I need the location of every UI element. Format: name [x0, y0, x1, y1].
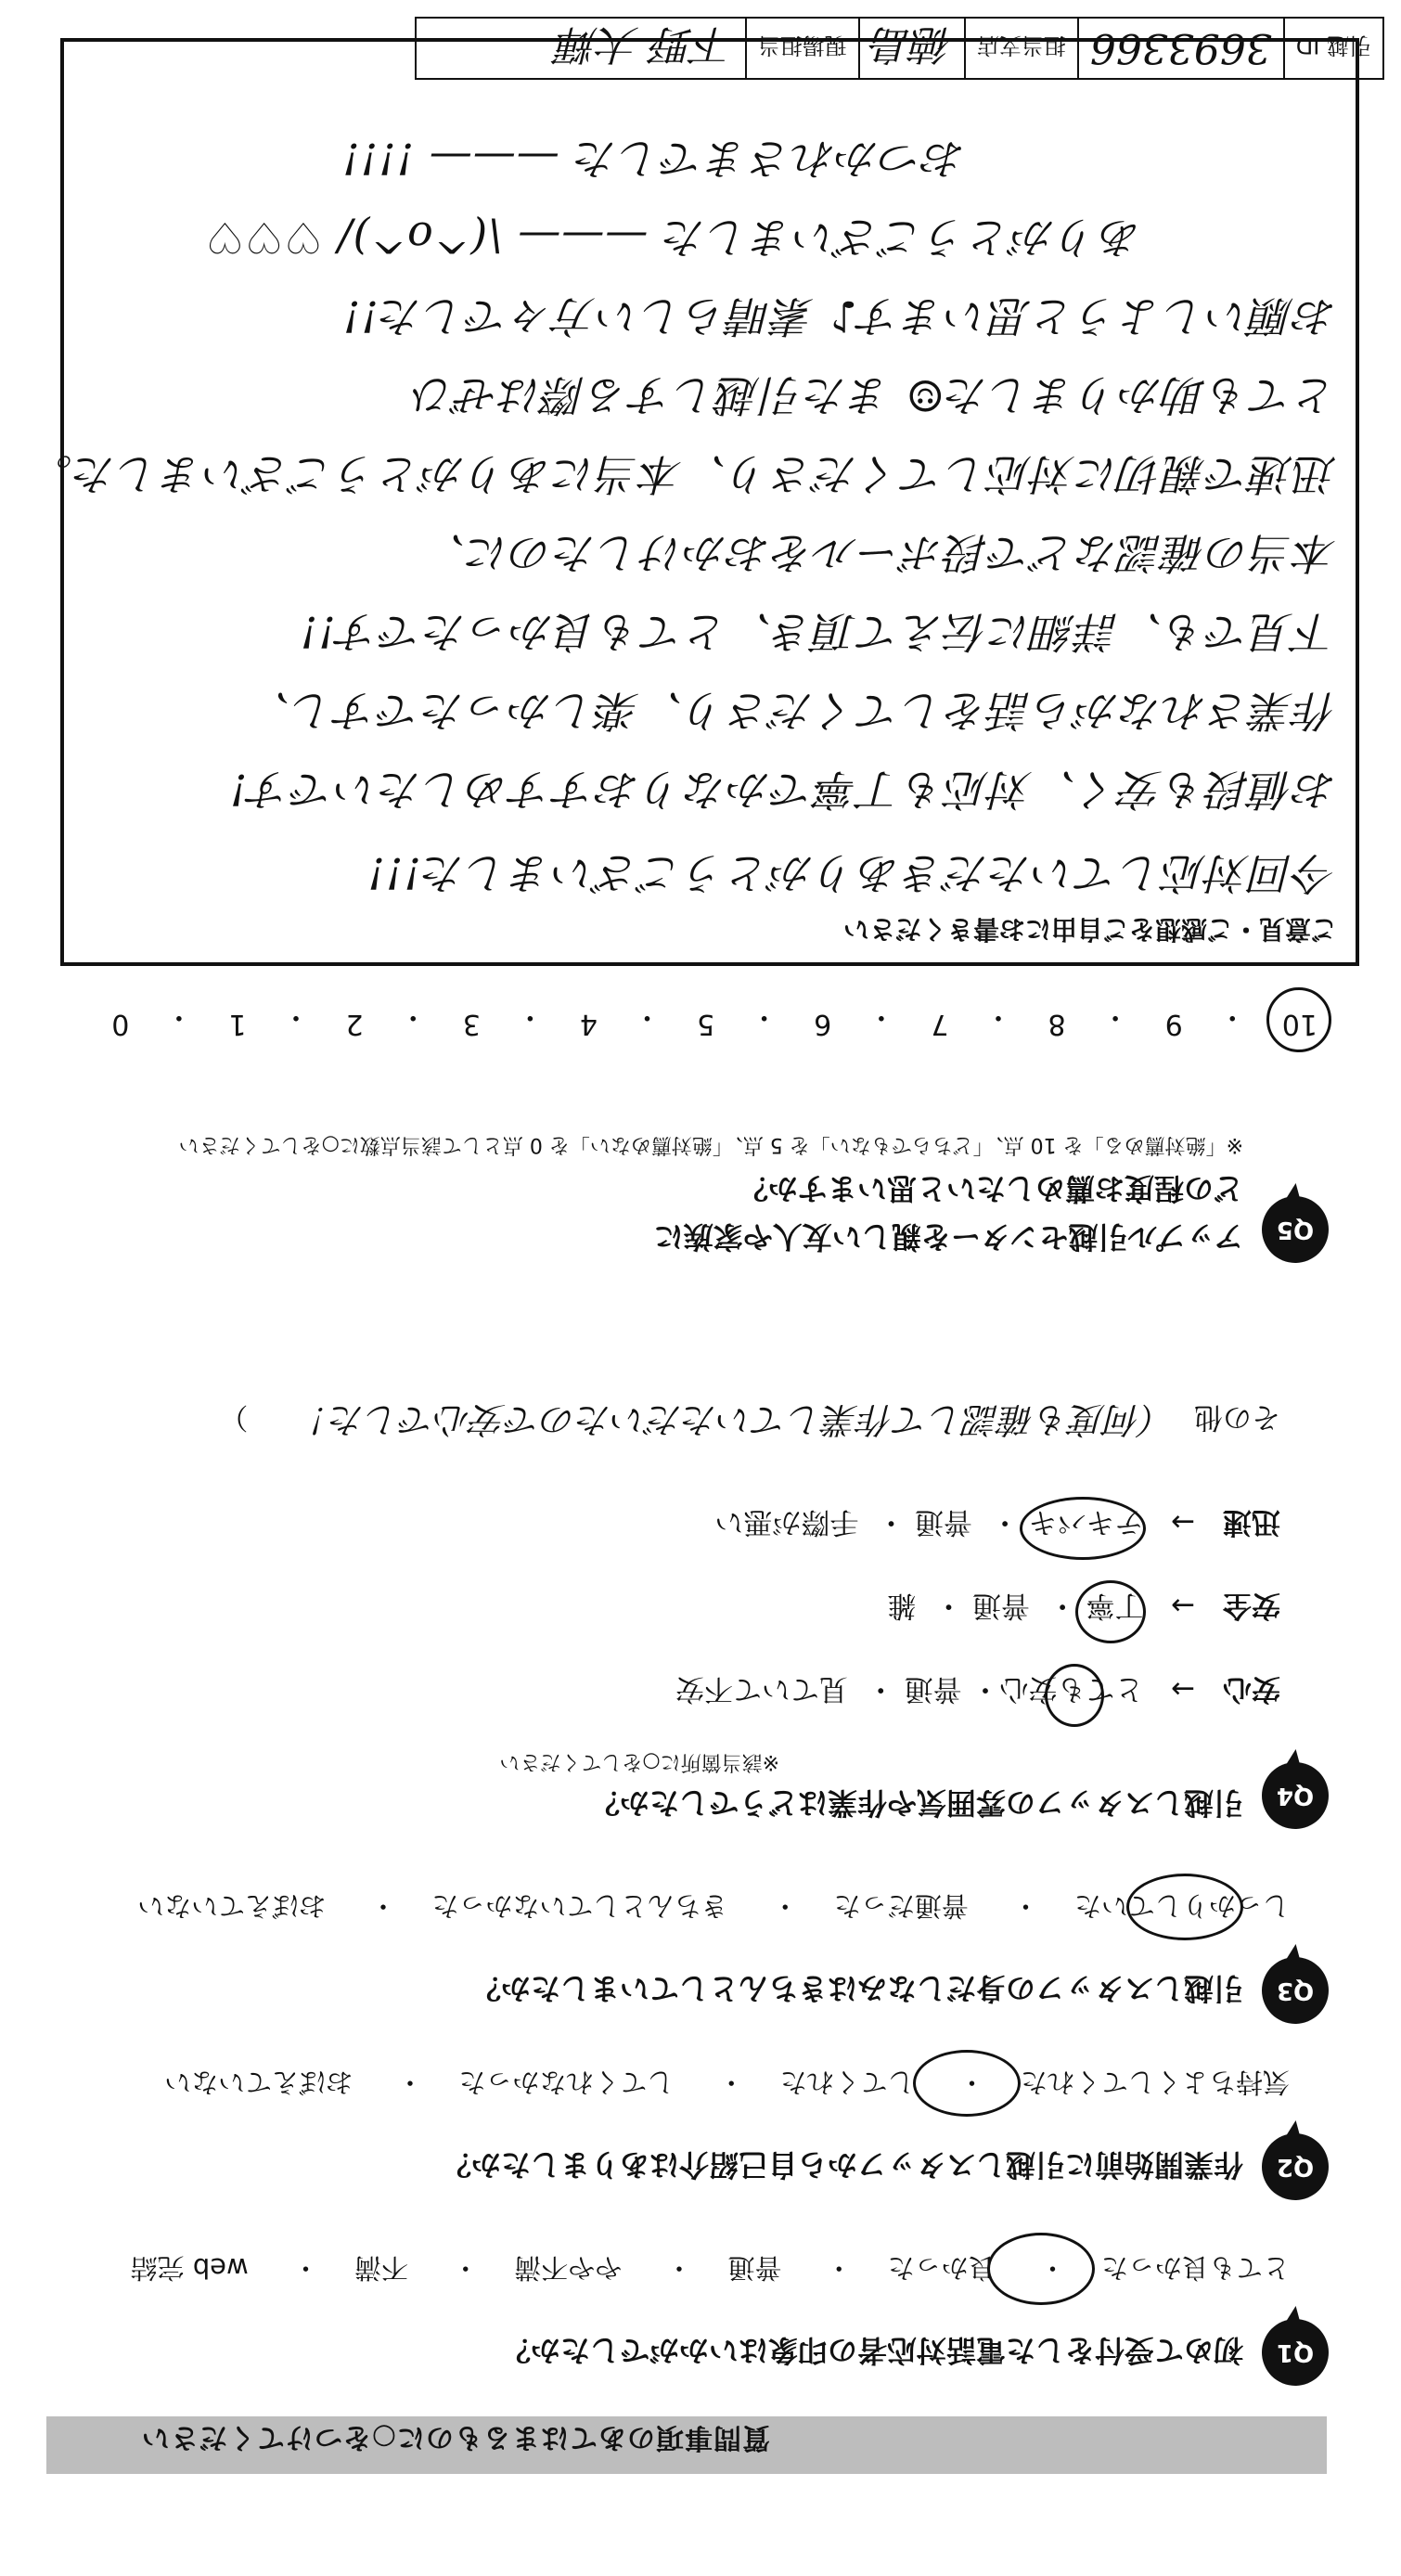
staff-value: 下野 大輝	[416, 18, 746, 79]
comment-line: 迅速で親切に対応してくださり、本当にありがとうございました。	[29, 449, 1337, 499]
q4-text: 引越しスタッフの雰囲気や作業はどうでしたか？	[589, 1785, 1243, 1821]
q4-jinsoku-option[interactable]: 手際が悪い	[714, 1505, 859, 1539]
q5-note: ※「絶対薦める」を 10 点、「どちらでもない」を 5 点、「絶対薦めない」を 0 点として該当点数に○をしてください	[178, 1133, 1243, 1156]
q4-anzen-option[interactable]: 普通	[971, 1589, 1030, 1622]
q1-option[interactable]: とても良かった	[1100, 2252, 1290, 2284]
q3-option[interactable]: おぼえていない	[137, 1890, 327, 1922]
q5-score[interactable]: 0	[111, 1008, 130, 1040]
comment-line: ありがとうございました ——— \(^o^)/ ♡♡♡	[204, 213, 1142, 263]
q5-score[interactable]: 7	[931, 1008, 949, 1040]
comment-line: 作業されながら話をしてくださり、楽しかったですし、	[247, 686, 1337, 736]
q4-other-text[interactable]: （何度も確認して作業していただいたので安心でした！	[294, 1399, 1176, 1440]
q5-score[interactable]: 8	[1048, 1008, 1066, 1040]
q4-anzen-option-selected[interactable]: 丁寧	[1086, 1589, 1144, 1622]
comment-line: お値段も安く、対応も丁寧でかなりおすすめしたいです!	[228, 765, 1337, 815]
q1-options: とても良かった・ 良かった・ 普通・ やや不満・ 不満・ web 完結	[130, 2252, 1290, 2284]
q5-score[interactable]: 9	[1164, 1008, 1183, 1040]
q5-scale: 10 ・ 9 ・ 8 ・ 7 ・ 6 ・ 5 ・ 4 ・ 3 ・ 2 ・ 1 ・ 0	[111, 1000, 1317, 1040]
q5-selection-circle	[1266, 987, 1331, 1052]
staff-label: 現場担当	[746, 18, 859, 79]
q2-text: 作業開始前に引越しスタッフから自己紹介はありましたか？	[441, 2147, 1243, 2183]
q2-option[interactable]: してくれなかった	[458, 2067, 675, 2098]
comment-line: おつかれさまでした ——— !!!!	[341, 134, 966, 184]
q5-score[interactable]: 1	[228, 1008, 247, 1040]
q4-badge: Q4	[1262, 1762, 1329, 1829]
q4-row-jinsoku: 迅速→ テキパキ ・ 普通 ・ 手際が悪い	[714, 1505, 1280, 1539]
comment-line: 下見でも、詳細に伝えて頂き、とても良かったです!!	[299, 607, 1337, 657]
form-header	[0, 20, 1401, 80]
q5-score[interactable]: 10	[1281, 1008, 1317, 1040]
q4-anshin-option[interactable]: 普通	[904, 1672, 962, 1706]
q2-option[interactable]: おぼえていない	[164, 2067, 353, 2098]
comment-line: 本当の確認などで段ボールをおかけしたのに、	[421, 528, 1337, 578]
instruction-band	[46, 2416, 1327, 2474]
comment-line: 今回対応していただきありがとうございました!!!	[366, 848, 1337, 898]
id-value: 3693366	[1078, 18, 1284, 79]
q4-other: その他 （何度も確認して作業していただいたので安心でした！ ）	[219, 1399, 1280, 1440]
id-label: 引越 ID	[1284, 18, 1383, 79]
q3-text: 引越しスタッフの身だしなみはきちんとしていましたか？	[470, 1971, 1243, 2006]
q3-options: しっかりしていた・ 普通だった・ きちんとしていなかった・ おぼえていない	[137, 1890, 1290, 1922]
q4-anshin-option[interactable]: とても安心	[999, 1672, 1144, 1706]
q1-option[interactable]: web 完結	[130, 2252, 249, 2284]
q5-badge: Q5	[1262, 1196, 1329, 1263]
q1-option[interactable]: 普通	[727, 2252, 782, 2284]
q4-jinsoku-circle	[1020, 1497, 1146, 1560]
q5-text-line2: どの程度お薦めしたいと思いますか？	[738, 1171, 1243, 1206]
q4-row-anzen: 安全→ 丁寧 ・ 普通 ・ 雑	[887, 1589, 1280, 1622]
q5-score[interactable]: 6	[814, 1008, 832, 1040]
q4-note: ※該当箇所に○をしてください	[499, 1750, 779, 1773]
q4-anzen-option[interactable]: 雑	[887, 1589, 917, 1622]
q5-score[interactable]: 4	[579, 1008, 598, 1040]
branch-label: 担当支店	[965, 18, 1078, 79]
q1-text: 初めて受付をした電話対応者の印象はいかがでしたか？	[500, 2333, 1243, 2368]
q4-anshin-option[interactable]: 見ていて不安	[675, 1672, 849, 1706]
q3-option[interactable]: きちんとしていなかった	[431, 1890, 728, 1922]
q1-selection-circle	[987, 2233, 1095, 2305]
q4-row-anshin: 安心→ とても安心・ 普通 ・ 見ていて不安	[675, 1672, 1280, 1706]
branch-value: 徳島	[859, 18, 965, 79]
q3-selection-circle	[1126, 1874, 1243, 1940]
q3-option[interactable]: 普通だった	[833, 1890, 969, 1922]
q4-anzen-circle	[1075, 1580, 1146, 1643]
q4-jinsoku-option-selected[interactable]: テキパキ	[1028, 1505, 1144, 1539]
q3-option-selected[interactable]: しっかりしていた	[1073, 1890, 1290, 1922]
q1-badge: Q1	[1262, 2319, 1329, 2386]
q5-text-line1: アップル引越センターを親しい友人や家族に	[653, 1219, 1243, 1255]
q2-option[interactable]: 気持ちよくしてくれた	[1020, 2067, 1290, 2098]
q1-option-selected[interactable]: 良かった	[887, 2252, 996, 2284]
q4-jinsoku-option[interactable]: 普通	[914, 1505, 972, 1539]
q4-other-label: その他	[1194, 1400, 1280, 1434]
q4-anshin-circle	[1045, 1664, 1104, 1727]
instruction-text: 質問事項のあてはまるものに○をつけてください	[140, 2421, 770, 2454]
comment-line: お願いしようと思います♪ 素晴らしい方々でした!!	[342, 291, 1337, 341]
q1-option[interactable]: やや不満	[514, 2252, 623, 2284]
comments-box	[29, 38, 1359, 966]
q1-option[interactable]: 不満	[353, 2252, 408, 2284]
q5-score[interactable]: 3	[462, 1008, 481, 1040]
q5-score[interactable]: 2	[345, 1008, 364, 1040]
q5-score[interactable]: 5	[697, 1008, 715, 1040]
q2-option-selected[interactable]: してくれた	[779, 2067, 915, 2098]
comment-line: とても助かりました☺ また引越しする際はぜひ	[411, 370, 1337, 420]
q3-badge: Q3	[1262, 1957, 1329, 2024]
comments-title: ご意見・ご感想をご自由にお書きください	[842, 914, 1337, 945]
q2-options: 気持ちよくしてくれた・ してくれた・ してくれなかった・ おぼえていない	[164, 2067, 1290, 2098]
q2-badge: Q2	[1262, 2133, 1329, 2200]
q2-selection-circle	[913, 2050, 1021, 2117]
